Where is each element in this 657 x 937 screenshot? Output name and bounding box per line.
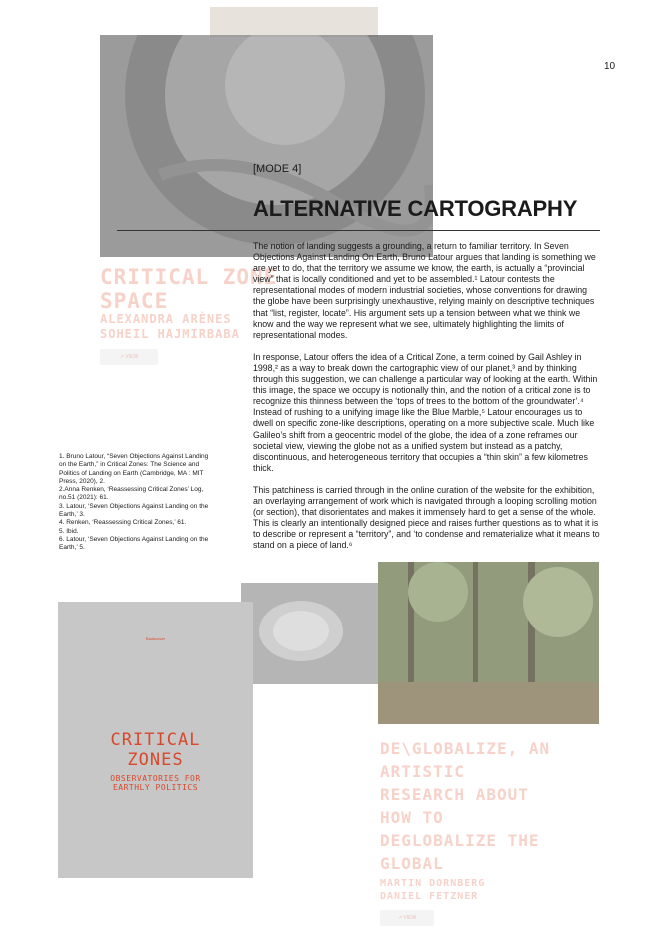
background-author-line: MARTIN DORNBERG [380,878,486,889]
background-title-line: GLOBAL [380,854,444,873]
book-cover-title-line: ZONES [127,750,184,770]
section-heading: ALTERNATIVE CARTOGRAPHY [253,196,578,221]
section-mode-label: [MODE 4] [253,163,302,175]
footnote: 5. Ibid. [59,527,79,535]
footnote: 1. Bruno Latour, “Seven Objections Against Landing on the Earth,” in Critical Zones: The Science and Politics of Landing on Earth (Cambridge, MA : MIT Press, 2020), 2. [59,453,209,485]
background-deglobalize-authors [380,877,485,903]
footnote: 3. Latour, ‘Seven Objections Against Landing on the Earth,’ 3. [59,502,209,519]
book-cover-subtitle-line: EARTHLY POLITICS [112,783,199,792]
body-paragraph: In response, Latour offers the idea of a Critical Zone, a term coined by Gail Ashley in 1998,² as a way to break down the cartographic view of our planet,³ and by thinking through this suggestion, we can challenge a particular way of looking at the earth. Within this image, the space we occupy is notionally thin, and the notion of a critical zone is to recognize this thinness between the ‘tops of trees to the bottom of the groundwater’.⁴ Instead of rushing to a unifying image like the Blue Marble,⁵ Latour encourages us to dwell on specific zone-like descriptions, operating on a more subjective scale. Much like Galileo’s shift from a geocentric model of the globe, the idea of a zone reframes our societal view, viewing the globe not as a unified system but instead as a patchy, discontinuous, and heterogeneous territory that occupies a “thin skin” a few kilometres thick. [253,351,598,473]
background-view-button: ↗ VIEW [100,349,158,365]
book-cover-small-text: Bookcover [146,636,165,641]
book-cover-title [58,730,253,770]
background-critical-zones-space-title [100,265,277,313]
background-image-strip [210,7,378,37]
background-plate-image [241,583,378,684]
footnotes [59,453,214,553]
background-critical-zones-space-authors [100,312,240,342]
footnote: 2.Anna Renken, ‘Reassessing Critical Zones’ Log, no.51 (2021): 61. [59,486,204,502]
background-satellite-image [100,35,433,257]
background-title-line: DE\GLOBALIZE, AN [380,739,551,758]
book-cover-subtitle [58,774,253,792]
background-title-line: SPACE [100,289,169,313]
footnote: 6. Latour, ‘Seven Objections Against Landing on the Earth,’ 5. [59,535,209,552]
background-title-line: DEGLOBALIZE THE [380,831,540,850]
body-paragraph: This patchiness is carried through in the online curation of the website for the exhibition, an overlaying arrangement of work which is navigated through a looping scrolling motion (or section), that disorientates and makes it immensely hard to get a sense of the whole. This is clearly an intentionally designed piece and raises further questions as to what it is to describe or represent a “territory”, and ‘to condense and rematerialize what it means to stand on a piece of land.⁶ [253,484,600,551]
body-paragraph: The notion of landing suggests a grounding, a return to familiar territory. In Seven Objections Against Landing On Earth, Bruno Latour argues that landing is something we are yet to do, that the territory we assume we know, the earth, is actually a “provincial view” that is locally conditioned and yet to be assembled.¹ Latour contests the representational modes of modern industrial societies, whose conventions for drawing the globe have been surprisingly unexhaustive, relying mainly on descriptive techniques that “list, register, locate”. His argument sets up a tension between what we think we know and the way we represent what we see, ultimately highlighting the limits of representational modes. [253,241,596,340]
background-view-button: ↗ VIEW [380,910,434,926]
background-author-line: ALEXANDRA ARÈNES [100,312,232,326]
background-book-cover [58,602,253,878]
background-forest-image [378,562,599,724]
background-author-line: DANIEL FETZNER [380,891,479,902]
background-title-line: RESEARCH ABOUT [380,785,529,804]
footnote: 4. Renken, ‘Reassessing Critical Zones,’ 61. [59,519,187,527]
background-author-line: SOHEIL HAJMIRBABA [100,327,240,341]
heading-rule [117,230,600,231]
page-number: 10 [604,61,616,72]
background-title-line: CRITICAL ZONE [100,265,278,289]
background-title-line: ARTISTIC [380,762,466,781]
body-text [253,241,600,562]
background-title-line: HOW TO [380,808,444,827]
background-deglobalize-title [380,737,550,875]
book-cover-subtitle-line: OBSERVATORIES FOR [110,774,201,783]
book-cover-title-line: CRITICAL [110,730,201,750]
